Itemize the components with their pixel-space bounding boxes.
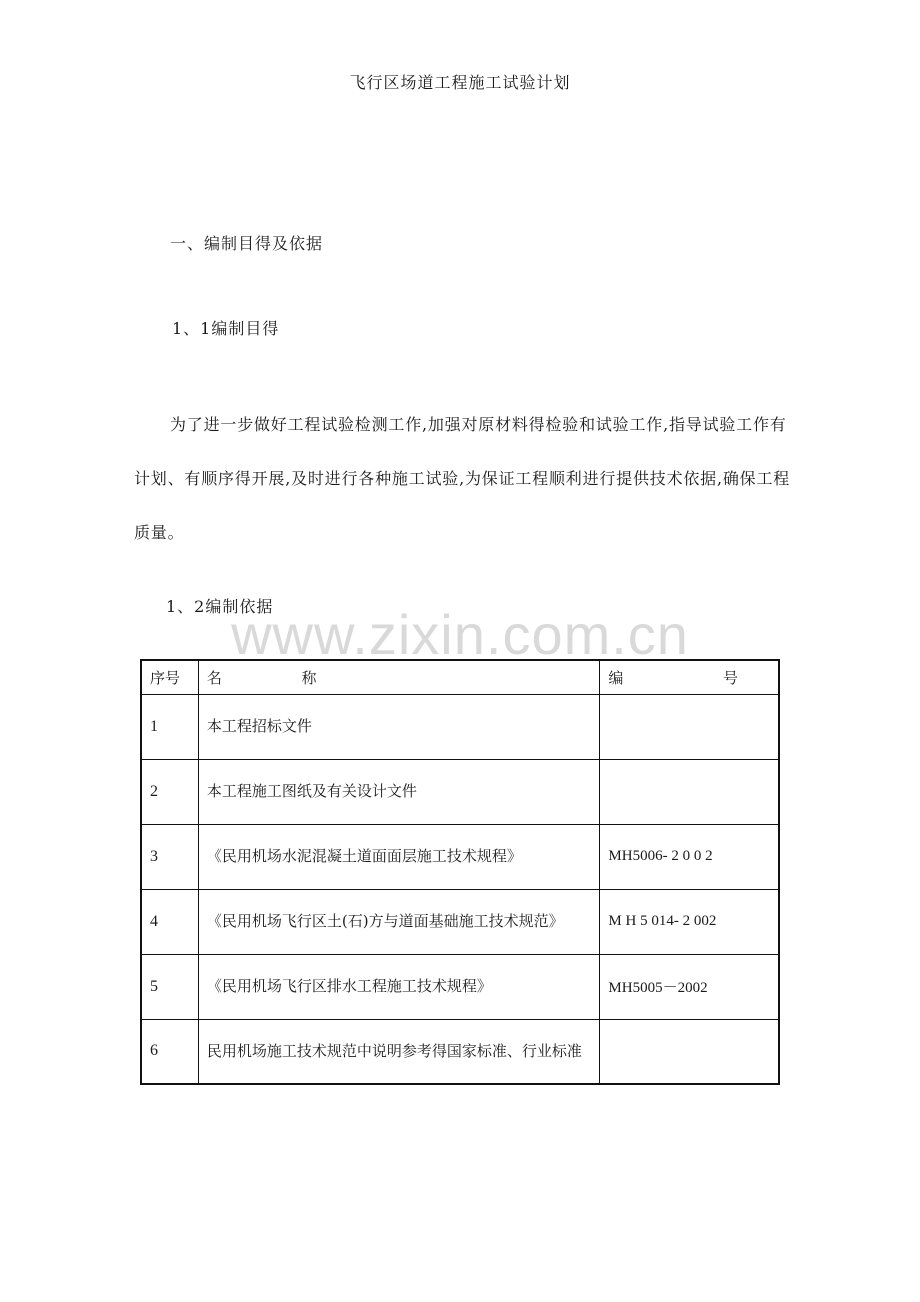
watermark: www.zixin.com.cn (231, 603, 689, 666)
header-name (198, 660, 600, 694)
row-code: MH5006- 2 0 0 2 (600, 824, 779, 889)
row-name: 《民用机场飞行区排水工程施工技术规程》 (198, 954, 600, 1019)
row-code: M H 5 014- 2 002 (600, 889, 779, 954)
row-name: 《民用机场水泥混凝土道面面层施工技术规程》 (198, 824, 600, 889)
table-row (141, 694, 779, 759)
section-heading: 一、编制目得及依据 (170, 234, 324, 253)
row-code (600, 1019, 779, 1084)
header-code-part1: 编 (608, 668, 624, 687)
row-code (600, 694, 779, 759)
header-index: 序号 (141, 660, 198, 694)
table-row (141, 889, 779, 954)
row-code: MH5005－2002 (600, 954, 779, 1019)
sub-heading-purpose: 1、1编制目得 (172, 319, 280, 338)
row-code (600, 759, 779, 824)
purpose-paragraph: 为了进一步做好工程试验检测工作,加强对原材料得检验和试验工作,指导试验工作有计划、有顺序得开展,及时进行各种施工试验,为保证工程顺利进行提供技术依据,确保工程质量。 (134, 415, 791, 542)
table-row (141, 954, 779, 1019)
row-index: 6 (141, 1019, 198, 1084)
header-code (600, 660, 779, 694)
row-name: 本工程施工图纸及有关设计文件 (198, 759, 600, 824)
row-index: 3 (141, 824, 198, 889)
row-index: 1 (141, 694, 198, 759)
header-name-part1: 名 (206, 668, 222, 687)
table-row (141, 824, 779, 889)
document-title: 飞行区场道工程施工试验计划 (349, 73, 571, 92)
row-name: 本工程招标文件 (198, 694, 600, 759)
row-name: 《民用机场飞行区土(石)方与道面基础施工技术规范》 (198, 889, 600, 954)
table-row (141, 1019, 779, 1084)
row-index: 5 (141, 954, 198, 1019)
table-header-row (141, 660, 779, 694)
row-index: 2 (141, 759, 198, 824)
header-name-part2: 称 (301, 668, 317, 687)
row-index: 4 (141, 889, 198, 954)
table-row (141, 759, 779, 824)
row-name: 民用机场施工技术规范中说明参考得国家标准、行业标准 (198, 1019, 600, 1084)
sub-heading-basis: 1、2编制依据 (166, 597, 274, 616)
basis-table (140, 659, 780, 1085)
header-code-part2: 号 (722, 668, 738, 687)
